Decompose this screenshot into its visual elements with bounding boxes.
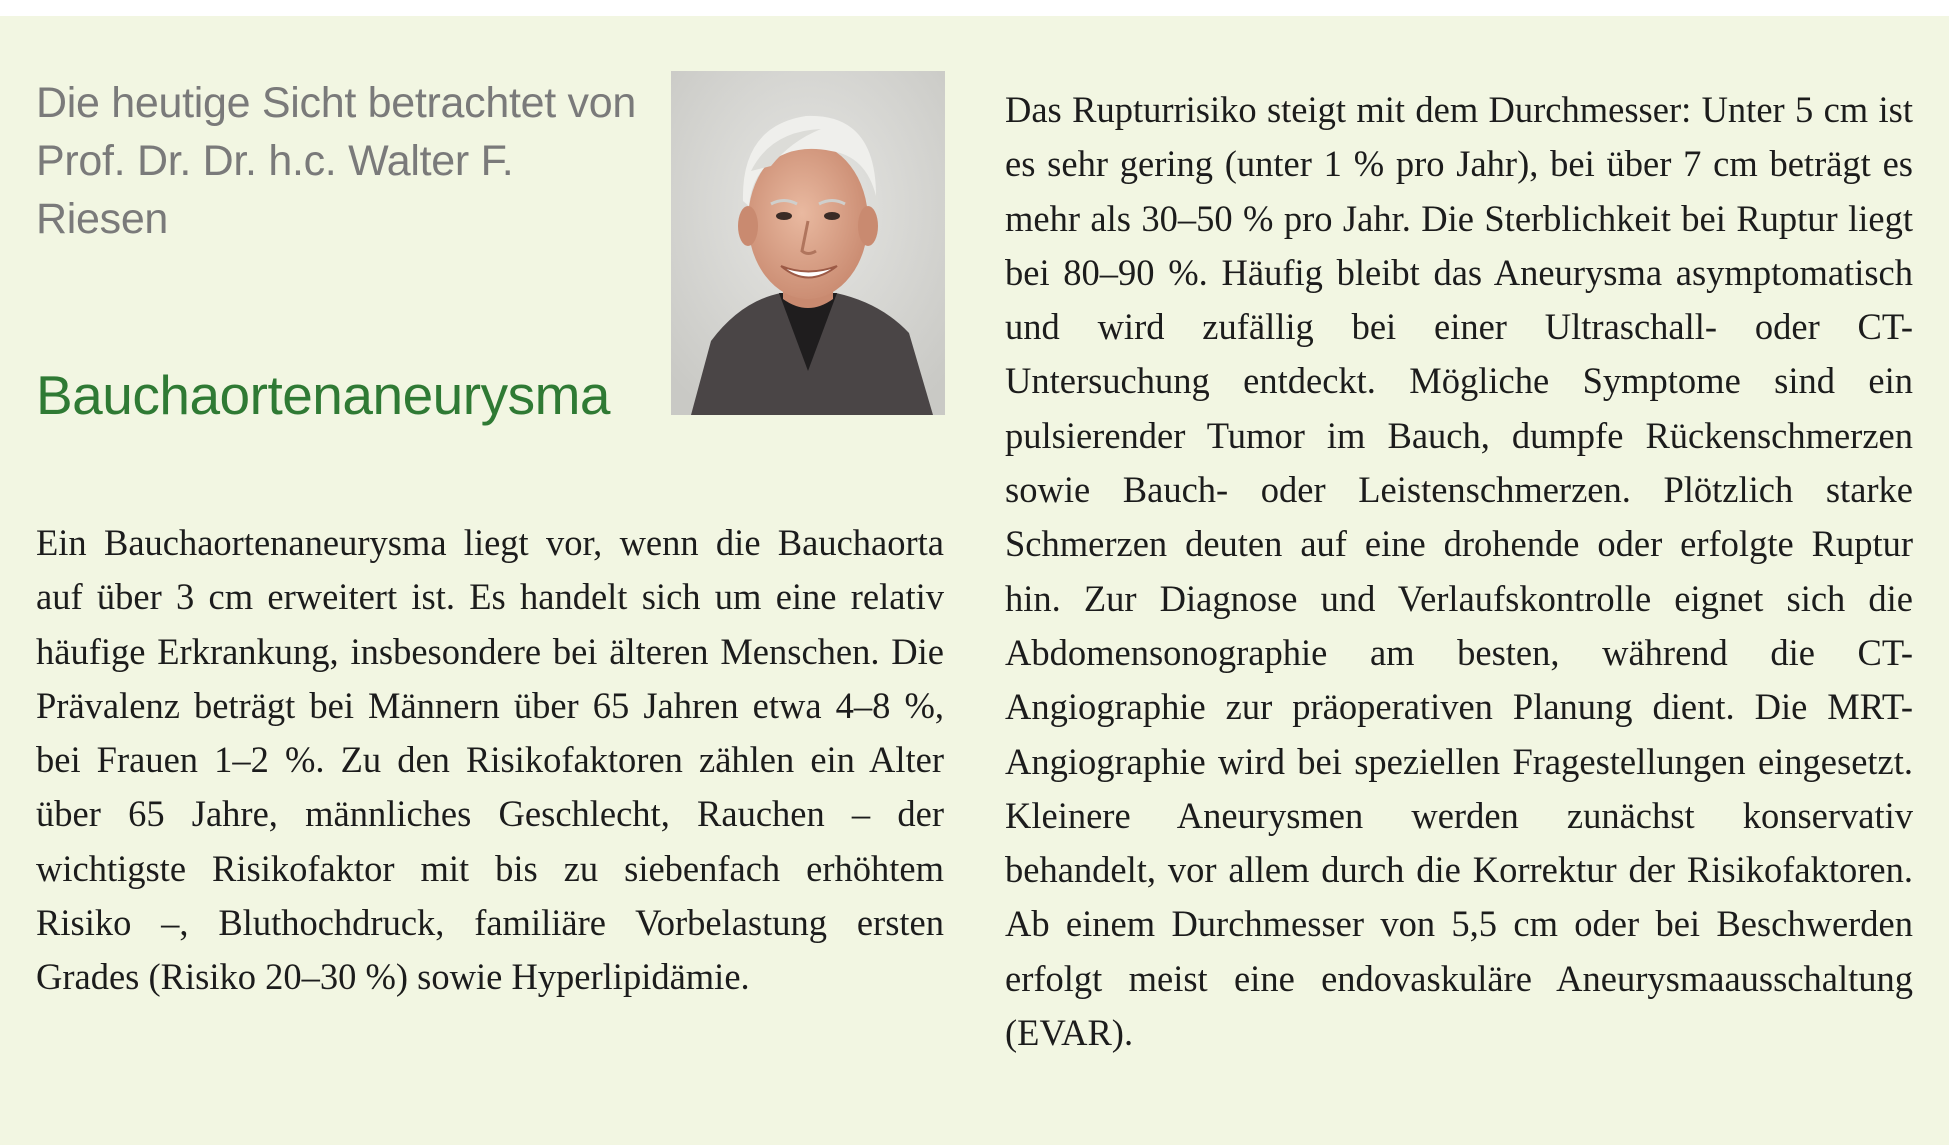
paragraph-right: Das Rupturrisiko steigt mit dem Durchmesser: Unter 5 cm ist es sehr gering (unter 1 % pro Jahr), bei über 7 cm beträgt es mehr als 30–50 % pro Jahr. Die Sterblichkeit bei Ruptur liegt bei 80–90 %. Häufig bleibt das Aneurysma asymptomatisch und wird zufällig bei einer Ultraschall- oder CT-Untersuchung entdeckt. Mögliche Symptome sind ein pulsierender Tumor im Bauch, dumpfe Rückenschmerzen sowie Bauch- oder Leistenschmerzen. Plötzlich starke Schmerzen deuten auf eine drohende oder erfolgte Ruptur hin. Zur Diagnose und Verlaufskontrolle eignet sich die Abdomensonographie am besten, während die CT-Angiographie zur präoperativen Planung dient. Die MRT-Angiographie wird bei speziellen Fragestellungen eingesetzt. Kleinere Aneurysmen werden zunächst konservativ behandelt, vor allem durch die Korrektur der Risikofaktoren. Ab einem Durchmesser von 5,5 cm oder bei Beschwerden erfolgt meist eine endovaskuläre Aneurysmaausschaltung (EVAR). (1005, 89, 1913, 1054)
article-panel (0, 16, 1949, 1145)
portrait-photo-icon (671, 71, 945, 415)
portrait-photo (671, 71, 945, 415)
author-subtitle: Die heutige Sicht betrachtet von Prof. Dr. Dr. h.c. Walter F. Riesen (36, 79, 636, 243)
paragraph-left: Ein Bauchaortenaneurysma liegt vor, wenn die Bauchaorta auf über 3 cm erweitert ist. Es handelt sich um eine relativ häufige Erkrankung, insbesondere bei älteren Menschen. Die Prävalenz beträgt bei Männern über 65 Jahren etwa 4–8 %, bei Frauen 1–2 %. Zu den Risikofaktoren zählen ein Alter über 65 Jahre, männliches Geschlecht, Rauchen – der wichtigste Risikofaktor mit bis zu siebenfach erhöhtem Risiko –, Bluthochdruck, familiäre Vorbelastung ersten Grades (Risiko 20–30 %) sowie Hyperlipidämie. (36, 522, 944, 998)
article-heading: Bauchaortenaneurysma (36, 364, 610, 426)
